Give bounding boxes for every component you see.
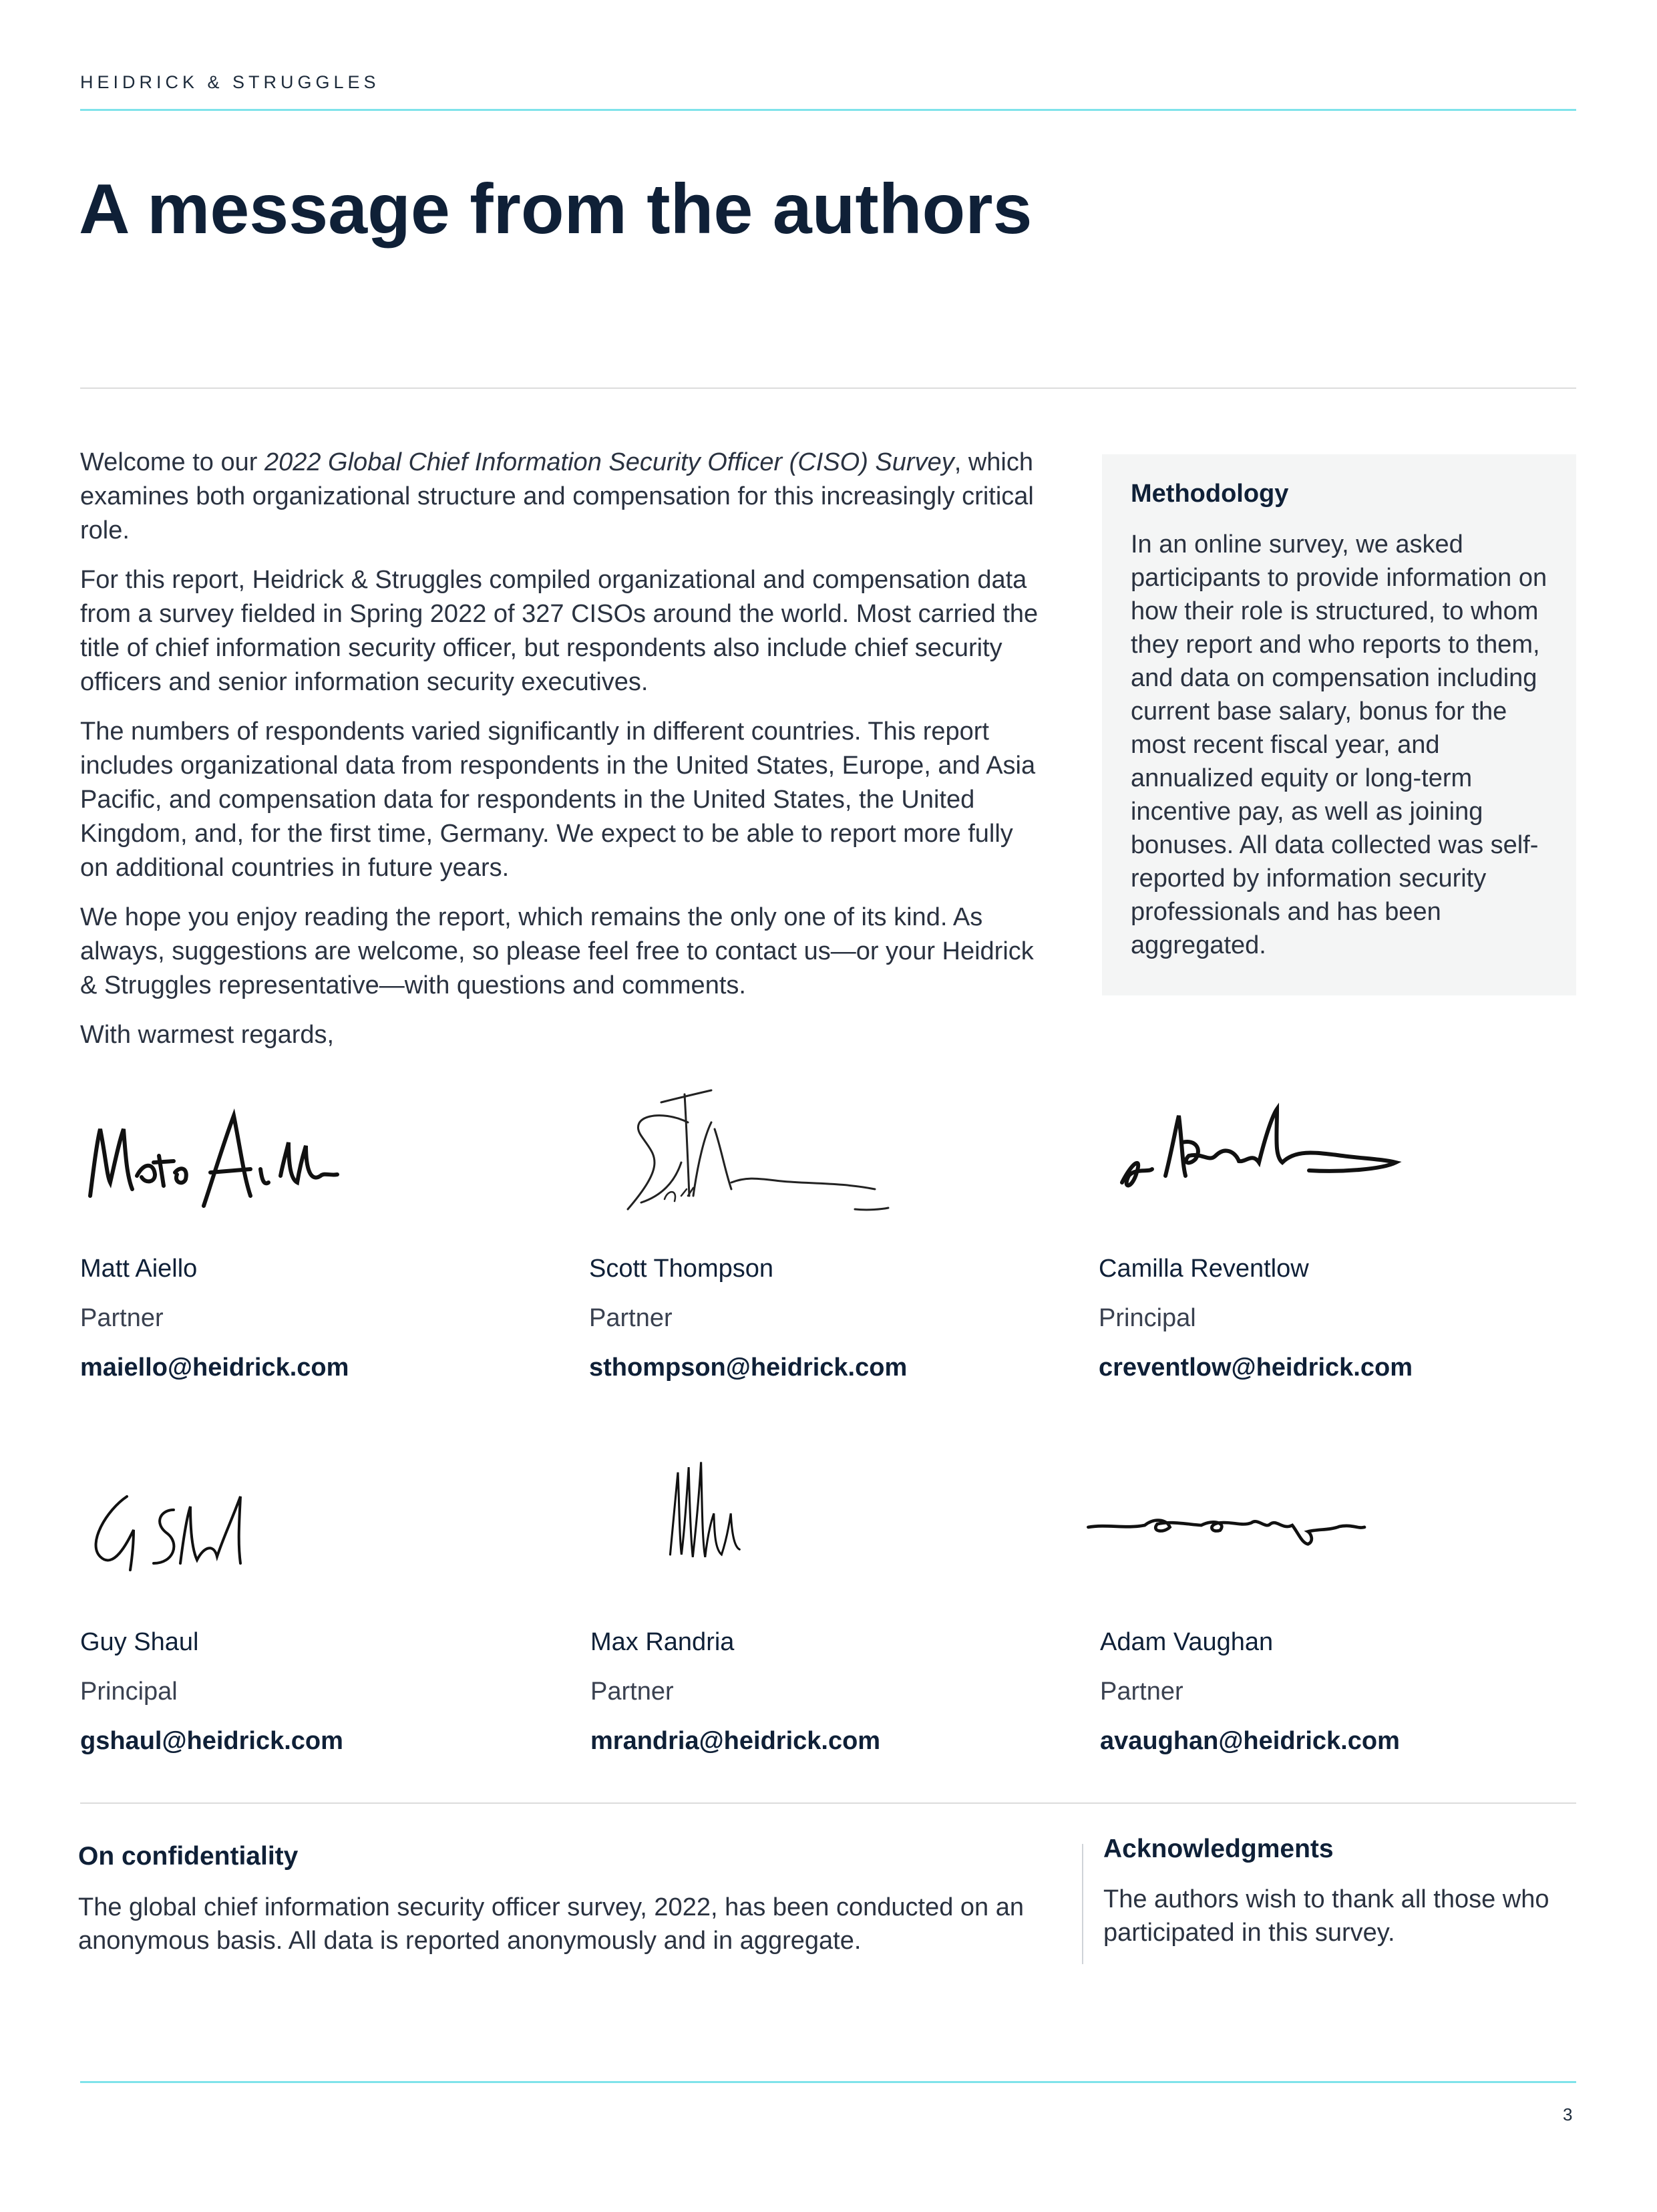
author-role: Partner <box>589 1304 673 1332</box>
methodology-body: In an online survey, we asked participants to provide information on how their role is structured, to whom they report and who reports to them, and data on compensation including current base salary, bonus for the most recent fiscal year, and annualized equity or long-term incentive pay, as well as joining bonuses. All data collected was self-reported by information security professionals and has been aggregated. <box>1131 530 1547 959</box>
author-email[interactable]: maiello@heidrick.com <box>80 1354 349 1382</box>
methodology-title: Methodology <box>1131 480 1289 508</box>
acknowledgments-title: Acknowledgments <box>1103 1835 1334 1863</box>
author-name: Max Randria <box>590 1628 735 1656</box>
author-name: Scott Thompson <box>589 1255 774 1283</box>
acknowledgments-body: The authors wish to thank all those who participated in this survey. <box>1103 1885 1549 1947</box>
closing-line: With warmest regards, <box>80 1021 335 1049</box>
intro-paragraph-1: Welcome to our 2022 Global Chief Information Security Officer (CISO) Survey, which examines both organizational structure and compensation for this increasingly critical role. <box>80 448 1034 544</box>
page-title: A message from the authors <box>79 170 1033 249</box>
confidentiality-title: On confidentiality <box>78 1842 299 1871</box>
brand-name: HEIDRICK & STRUGGLES <box>80 72 380 92</box>
signature-matt-aiello <box>80 1096 394 1229</box>
signature-scott-thompson <box>588 1082 902 1216</box>
confidentiality-body: The global chief information security officer survey, 2022, has been conducted on an anonymous basis. All data is reported anonymously and in aggregate. <box>78 1893 1025 1955</box>
author-email[interactable]: avaughan@heidrick.com <box>1100 1727 1400 1755</box>
author-email[interactable]: gshaul@heidrick.com <box>80 1727 343 1755</box>
author-email[interactable]: mrandria@heidrick.com <box>590 1727 881 1755</box>
intro-paragraph-4: We hope you enjoy reading the report, which remains the only one of its kind. As always, suggestions are welcome, so please feel free to contact us—or your Heidrick & Struggles representative—with questions and comments. <box>80 903 1034 999</box>
title-divider <box>80 387 1576 389</box>
author-role: Partner <box>1100 1678 1183 1706</box>
footer-divider <box>80 2081 1576 2083</box>
author-email[interactable]: creventlow@heidrick.com <box>1099 1354 1413 1382</box>
author-role: Principal <box>80 1678 178 1706</box>
header-divider <box>80 109 1576 111</box>
signature-max-randria <box>588 1436 902 1570</box>
author-role: Partner <box>80 1304 164 1332</box>
author-role: Principal <box>1099 1304 1196 1332</box>
footer-sections-divider <box>80 1802 1576 1804</box>
author-name: Camilla Reventlow <box>1099 1255 1309 1283</box>
author-email[interactable]: sthompson@heidrick.com <box>589 1354 908 1382</box>
page-number: 3 <box>1563 2104 1573 2124</box>
author-name: Guy Shaul <box>80 1628 199 1656</box>
signature-adam-vaughan <box>1082 1470 1396 1603</box>
intro-paragraph-3: The numbers of respondents varied significantly in different countries. This report includes organizational data from respondents in the United States, Europe, and Asia Pacific, and compensation data for respondents in the United States, the United Kingdom, and, for the first time, Germany. We expect to be able to report more fully on additional countries in future years. <box>80 718 1036 882</box>
section-divider <box>1082 1844 1083 1964</box>
author-name: Matt Aiello <box>80 1255 198 1283</box>
signature-camilla-reventlow <box>1102 1089 1416 1223</box>
author-role: Partner <box>590 1678 674 1706</box>
intro-paragraph-2: For this report, Heidrick & Struggles compiled organizational and compensation data from a survey fielded in Spring 2022 of 327 CISOs around the world. Most carried the title of chief information security officer, but respondents also include chief security officers and senior information security executives. <box>80 566 1039 696</box>
signature-guy-shaul <box>80 1470 394 1603</box>
intro-text <box>80 446 1042 1068</box>
author-name: Adam Vaughan <box>1100 1628 1274 1656</box>
